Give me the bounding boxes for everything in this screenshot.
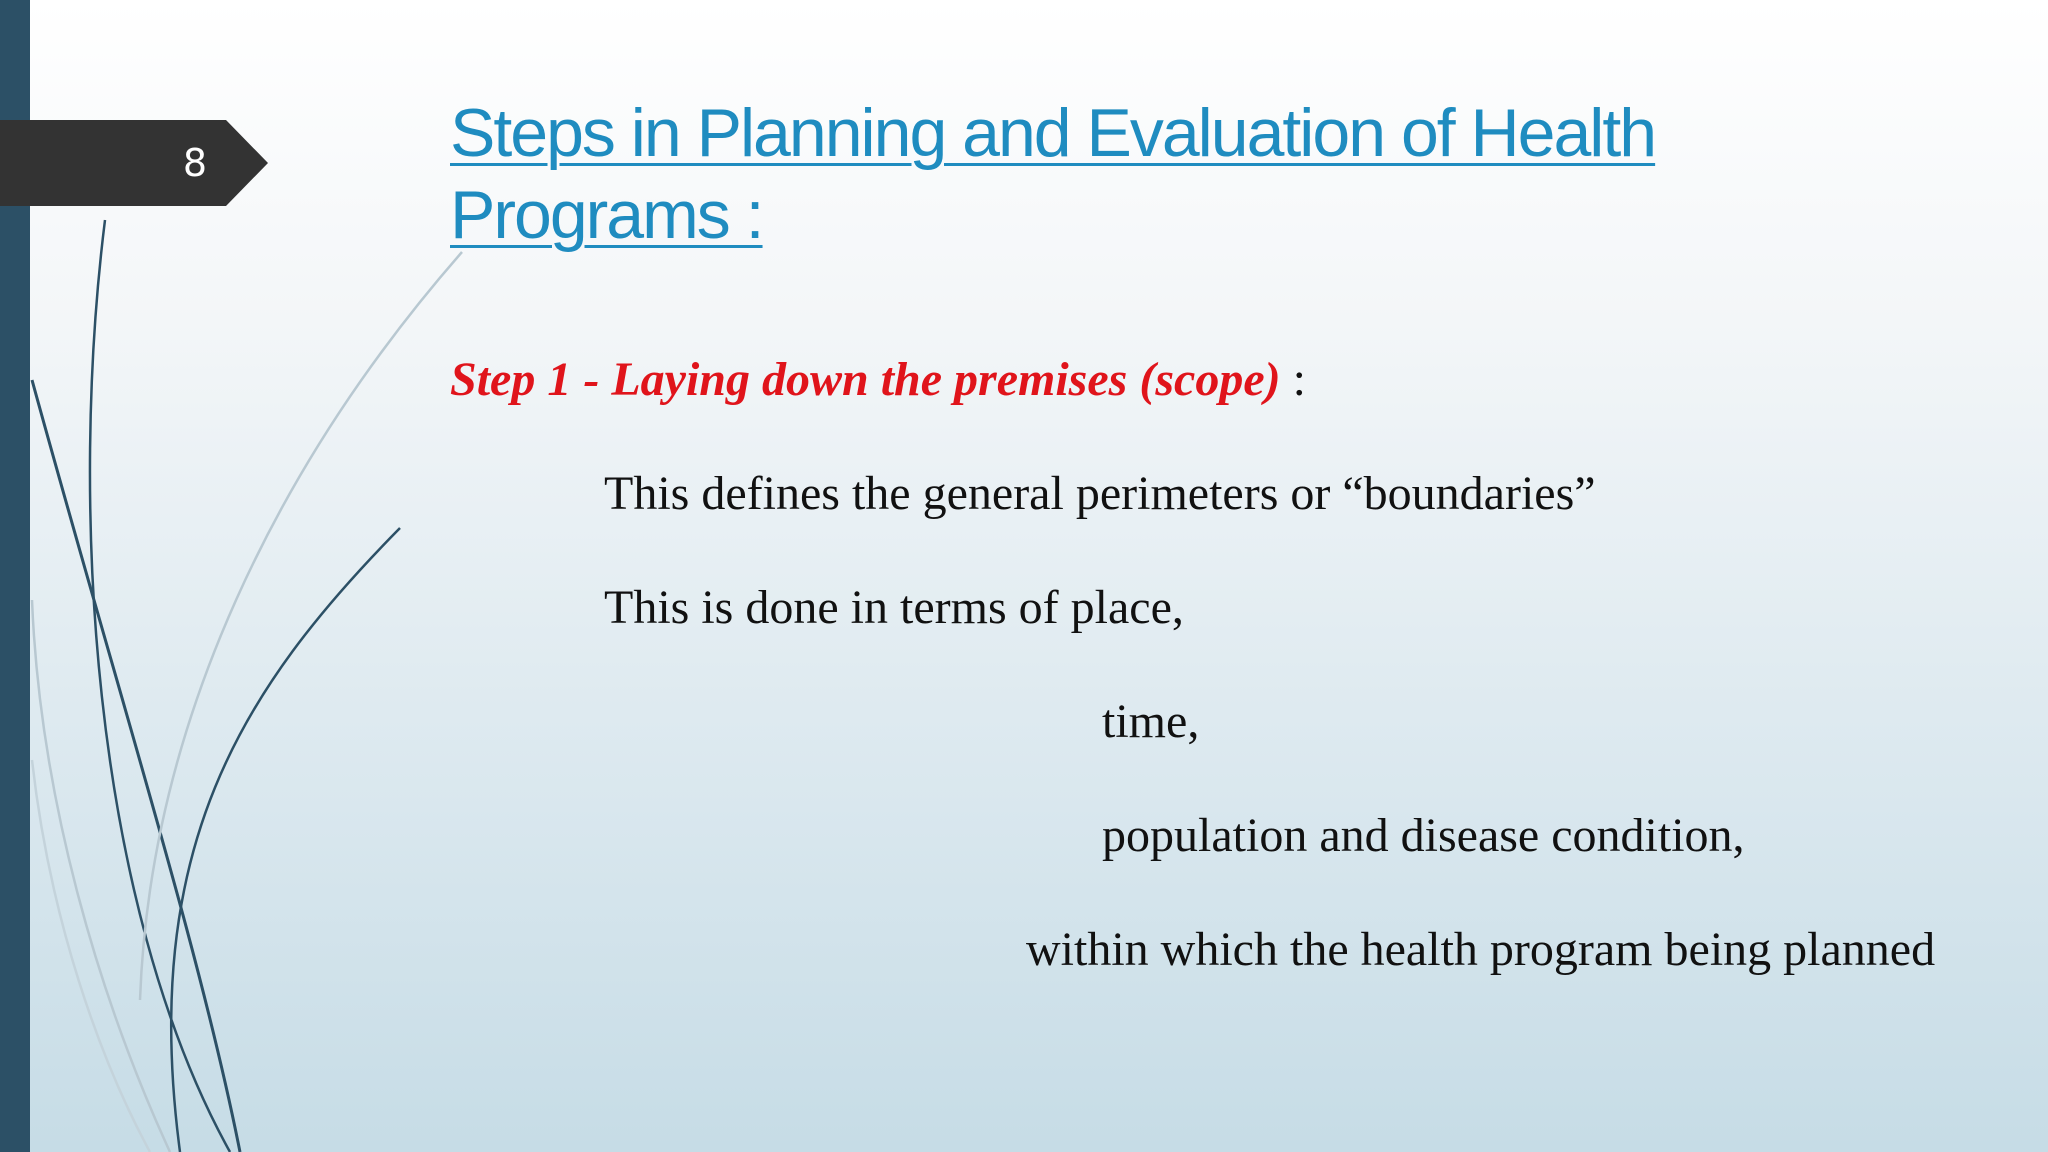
step-heading-colon: : bbox=[1280, 353, 1306, 406]
body-line-population: population and disease condition, bbox=[1102, 809, 1745, 862]
slide-number: 8 bbox=[182, 141, 208, 185]
decorative-curve bbox=[171, 528, 400, 1152]
body-line-place: This is done in terms of place, bbox=[604, 581, 1184, 634]
decorative-curve bbox=[32, 760, 150, 1152]
decorative-curve bbox=[140, 252, 462, 1000]
step-heading-label: Step 1 - Laying down the premises (scope) bbox=[450, 353, 1281, 406]
slide-title[interactable]: Steps in Planning and Evaluation of Health Programs : bbox=[450, 95, 1656, 253]
body-line-time: time, bbox=[1102, 695, 1200, 748]
body-line-boundaries: This defines the general perimeters or “boundaries” bbox=[604, 467, 1596, 520]
decorative-curve bbox=[32, 380, 240, 1152]
body-line-within: within which the health program being planned bbox=[1026, 923, 1936, 976]
step-heading bbox=[450, 350, 1306, 410]
